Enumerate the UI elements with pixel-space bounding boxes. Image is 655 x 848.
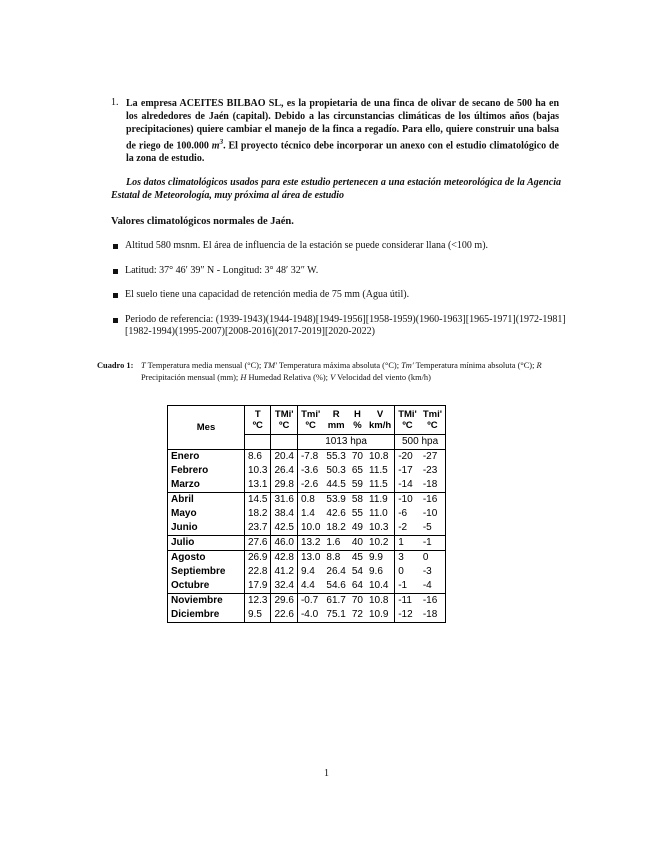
table-row: Febrero 10.3 26.4 -3.6 50.3 65 11.5 -17 -23 bbox=[168, 464, 446, 478]
bullet-list bbox=[112, 240, 572, 351]
bullet-square-icon bbox=[113, 269, 118, 274]
table-row: Diciembre 9.5 22.6 -4.0 75.1 72 10.9 -12 -18 bbox=[168, 608, 446, 623]
header-tmax-500: TMi' ºC bbox=[395, 406, 420, 435]
table-row: Agosto 26.9 42.8 13.0 8.8 45 9.9 3 0 bbox=[168, 551, 446, 566]
bullet-periodo: Periodo de referencia: (1939-1943)(1944-1948)[1949-1956][1958-1959)(1960-1963][1965-1971](1972-1981][1982-1994)(1995-2007)[2008-2016](2017-2019][2020-2022) bbox=[112, 314, 572, 339]
table-row: Septiembre 22.8 41.2 9.4 26.4 54 9.6 0 -3 bbox=[168, 565, 446, 579]
table-row: Abril 14.5 31.6 0.8 53.9 58 11.9 -10 -16 bbox=[168, 493, 446, 508]
table-body bbox=[168, 450, 446, 623]
table-row: Junio 23.7 42.5 10.0 18.2 49 10.3 -2 -5 bbox=[168, 521, 446, 536]
header-tmax: TMi' ºC bbox=[271, 406, 297, 435]
bullet-square-icon bbox=[113, 293, 118, 298]
header-r: R mm bbox=[323, 406, 348, 435]
table-row: Octubre 17.9 32.4 4.4 54.6 64 10.4 -1 -4 bbox=[168, 579, 446, 594]
bullet-altitud: Altitud 580 msnm. El área de influencia de la estación se puede considerar llana (<100 m). bbox=[112, 240, 572, 253]
problem-statement bbox=[111, 97, 559, 165]
table-row: Marzo 13.1 29.8 -2.6 44.5 59 11.5 -14 -18 bbox=[168, 478, 446, 493]
pressure-500: 500 hpa bbox=[395, 435, 446, 450]
table-caption bbox=[97, 360, 561, 383]
table-row: Julio 27.6 46.0 13.2 1.6 40 10.2 1 -1 bbox=[168, 536, 446, 551]
bullet-square-icon bbox=[113, 244, 118, 249]
table-row: Enero 8.6 20.4 -7.8 55.3 70 10.8 -20 -27 bbox=[168, 450, 446, 465]
table-row: Noviembre 12.3 29.6 -0.7 61.7 70 10.8 -11 -16 bbox=[168, 594, 446, 609]
bullet-latitud: Latitud: 37° 46′ 39″ N - Longitud: 3° 48′ 32″ W. bbox=[112, 265, 572, 278]
unit-exponent: 3 bbox=[219, 138, 224, 146]
unit-m: m bbox=[211, 140, 220, 152]
climate-table bbox=[167, 405, 446, 623]
problem-text: La empresa ACEITES BILBAO SL, es la propietaria de una finca de olivar de secano de 500 ha en los alrededores de Jaén (capital). Debido a las circunstancias climáticas de los últimos años (bajas precipitaciones) quiere cambiar el manejo de la finca a regadío. Para ello, quiere construir una balsa de riego de 100.000 $m^3$. El proyecto técnico debe incorporar un anexo con el estudio climatológico de la zona de estudio. bbox=[126, 98, 559, 165]
section-title: Valores climatológicos normales de Jaén. bbox=[111, 216, 294, 227]
header-mes: Mes bbox=[168, 406, 245, 450]
problem-number: 1. bbox=[111, 97, 119, 108]
bullet-square-icon bbox=[113, 318, 118, 323]
bullet-suelo: El suelo tiene una capacidad de retención media de 75 mm (Agua útil). bbox=[112, 289, 572, 302]
header-v: V km/h bbox=[366, 406, 395, 435]
caption-body: T Temperatura media mensual (°C); TM′ Temperatura máxima absoluta (°C); Tm′ Temperatura mínima absoluta (°C); R Precipitación mensual (mm); H Humedad Relativa (%); V Velocidad del viento (km/h) bbox=[141, 361, 542, 382]
page-number: 1 bbox=[324, 768, 329, 779]
header-tmin: Tmi' ºC bbox=[297, 406, 323, 435]
caption-label: Cuadro 1: bbox=[97, 361, 134, 370]
pressure-1013: 1013 hpa bbox=[297, 435, 394, 450]
header-t: T ºC bbox=[245, 406, 271, 435]
table-header-row bbox=[168, 406, 446, 435]
header-tmin-500: Tmi' ºC bbox=[420, 406, 446, 435]
intro-paragraph: Los datos climatológicos usados para este estudio pertenecen a una estación meteorológica de la Agencia Estatal de Meteorología, muy próxima al área de estudio bbox=[111, 177, 561, 201]
table-row: Mayo 18.2 38.4 1.4 42.6 55 11.0 -6 -10 bbox=[168, 507, 446, 521]
header-h: H % bbox=[349, 406, 366, 435]
